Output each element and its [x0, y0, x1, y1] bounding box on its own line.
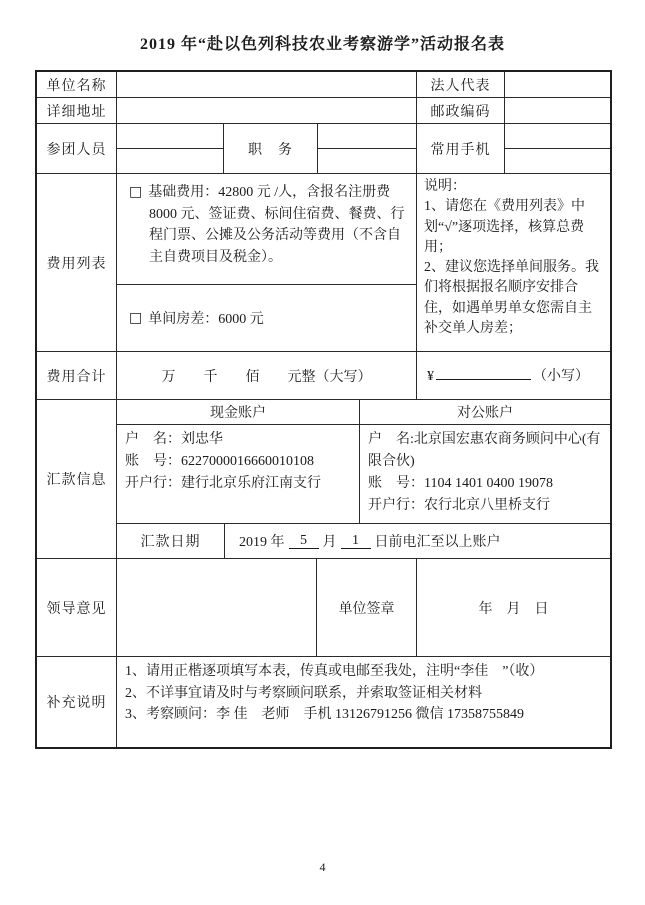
- corporate-account-header: 对公账户: [457, 406, 513, 421]
- row-supplement: [37, 657, 610, 747]
- row-remittance: [37, 400, 610, 559]
- leader-opinion-blank: [117, 559, 317, 656]
- amount-fill-line: [436, 365, 531, 380]
- remittance-date-label: 汇款日期: [117, 524, 225, 558]
- single-room-text: 单间房差：6000 元: [148, 312, 264, 327]
- page-number: 4: [319, 860, 326, 874]
- fee-total-label: 费用合计: [37, 352, 117, 399]
- phone-entry-cell: [505, 124, 610, 173]
- row-unit-name: [37, 72, 610, 98]
- position-label: 职 务: [224, 124, 318, 173]
- row-fee-list: [37, 174, 610, 352]
- corporate-bank: 开户行：农行北京八里桥支行: [368, 498, 550, 514]
- supplement-notes-cell: [117, 657, 610, 747]
- fee-note-heading: 说明：: [424, 179, 466, 194]
- position-entry-blank-2: [318, 149, 416, 173]
- single-room-checkbox-icon[interactable]: □: [129, 310, 143, 326]
- fee-total-uppercase: 万 千 佰 元整（大写）: [117, 352, 417, 399]
- legal-rep-label: 法人代表: [417, 72, 505, 97]
- cash-holder: 户 名：刘忠华: [125, 432, 223, 447]
- address-value-blank: [117, 98, 417, 123]
- row-leader-opinion: [37, 559, 610, 657]
- address-label: 详细地址: [37, 98, 117, 123]
- fee-note-1: 1、请您在《费用列表》中划“√”逐项选择，核算总费用；: [424, 199, 585, 255]
- postal-value-blank: [505, 98, 610, 123]
- date-month-label: 月: [322, 535, 337, 550]
- supplement-note-3: 3、考察顾问：李 佳 老师 手机 13126791256 微信 17358755849: [125, 707, 524, 723]
- fee-list-label: 费用列表: [37, 174, 117, 351]
- members-entry-blank-2: [117, 149, 223, 173]
- corporate-holder: 户 名:北京国宏惠农商务顾问中心(有限合伙): [368, 432, 601, 470]
- page-title: 2019 年“赴以色列科技农业考察游学”活动报名表: [139, 36, 505, 53]
- remittance-date-row: [117, 524, 610, 558]
- basic-fee-checkbox-icon[interactable]: □: [129, 184, 143, 200]
- phone-label: 常用手机: [417, 124, 505, 173]
- supplement-note-2: 2、不详事宜请及时与考察顾问联系，并索取签证相关材料: [125, 685, 482, 701]
- legal-rep-value-blank: [505, 72, 610, 97]
- date-day-value: 1: [341, 533, 371, 549]
- row-address: [37, 98, 610, 124]
- remittance-detail-area: [117, 400, 610, 558]
- corporate-number: 账 号：1104 1401 0400 19078: [368, 476, 553, 492]
- account-detail-row: [117, 425, 610, 524]
- supplement-label: 补充说明: [37, 657, 117, 747]
- seal-date-placeholder: 年 月 日: [478, 601, 549, 617]
- cash-account-details: [117, 425, 360, 523]
- leader-opinion-label: 领导意见: [37, 559, 117, 656]
- account-header-row: [117, 400, 610, 425]
- postal-label: 邮政编码: [417, 98, 505, 123]
- cash-number: 账 号：6227000016660010108: [125, 454, 314, 470]
- cash-bank: 开户行：建行北京乐府江南支行: [125, 476, 321, 492]
- row-members: [37, 124, 610, 174]
- phone-entry-blank-1: [505, 124, 610, 149]
- phone-entry-blank-2: [505, 149, 610, 173]
- date-month-value: 5: [289, 533, 319, 549]
- cash-account-header: 现金账户: [117, 400, 360, 424]
- members-label: 参团人员: [37, 124, 117, 173]
- fee-options-cell: [117, 174, 417, 351]
- corporate-account-details: [360, 425, 610, 523]
- row-fee-total: [37, 352, 610, 400]
- basic-fee-text: 基础费用：42800 元 /人，含报名注册费 8000 元、签证费、标间住宿费、餐费、行程门票、公摊及公务活动等费用（不含自主自费项目及税金）。: [148, 185, 405, 266]
- fee-total-lowercase: [417, 352, 610, 399]
- members-entry-blank-1: [117, 124, 223, 149]
- remittance-label: 汇款信息: [37, 400, 117, 558]
- remittance-date-value: [225, 524, 610, 558]
- currency-symbol: ¥: [427, 368, 434, 384]
- unit-name-label: 单位名称: [37, 72, 117, 97]
- members-entry-cell: [117, 124, 224, 173]
- date-prefix: 2019 年: [239, 535, 285, 550]
- fee-note-2: 2、建议您选择单间服务。我们将根据报名顺序安排合住，如遇单男单女您需自主补交单人房差；: [424, 260, 599, 337]
- fee-option-single-room: [117, 285, 416, 351]
- position-entry-blank-1: [318, 124, 416, 149]
- unit-seal-label: 单位签章: [317, 559, 417, 656]
- supplement-note-1: 1、请用正楷逐项填写本表，传真或电邮至我处，注明“李佳 ”（收）: [125, 664, 544, 679]
- date-suffix: 日前电汇至以上账户: [374, 535, 501, 550]
- registration-form-table: [35, 70, 612, 749]
- fee-notes-cell: [417, 174, 610, 351]
- position-entry-cell: [318, 124, 417, 173]
- fee-option-basic: [117, 174, 416, 285]
- unit-name-value-blank: [117, 72, 417, 97]
- lowercase-suffix: （小写）: [533, 368, 589, 384]
